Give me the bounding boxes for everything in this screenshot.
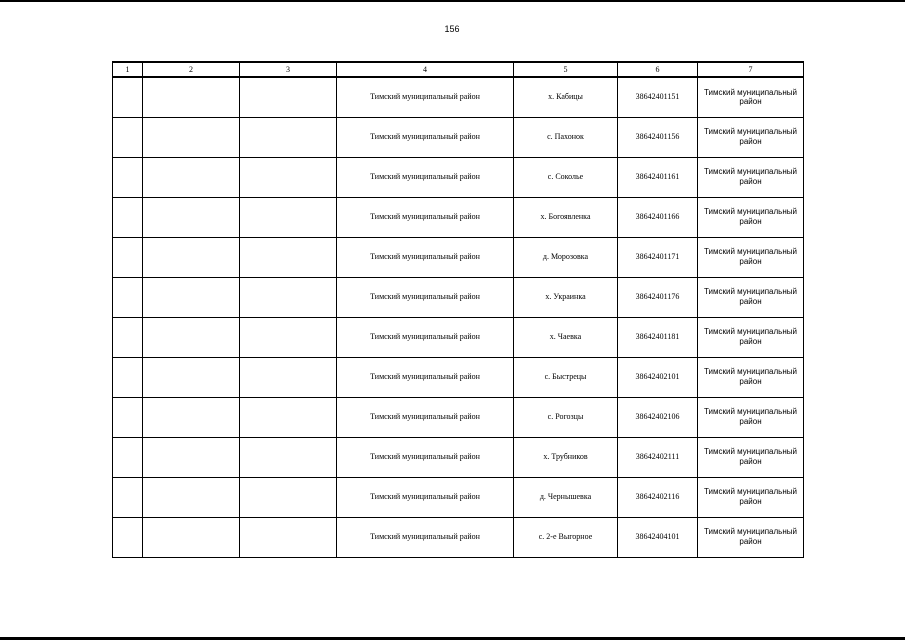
municipality-cell: Тимский муниципальный район (698, 157, 804, 197)
top-border-line (0, 0, 905, 2)
district-cell: Тимский муниципальный район (337, 237, 514, 277)
table-row (113, 237, 804, 277)
district-cell: Тимский муниципальный район (337, 77, 514, 117)
municipality-cell: Тимский муниципальный район (698, 117, 804, 157)
col-2-cell (143, 517, 240, 557)
table-row (113, 157, 804, 197)
district-cell: Тимский муниципальный район (337, 397, 514, 437)
table-row (113, 437, 804, 477)
col-1-cell (113, 517, 143, 557)
col-1-cell (113, 477, 143, 517)
col-3-cell (240, 437, 337, 477)
oktmo-code-cell: 38642401151 (618, 77, 698, 117)
table-row (113, 197, 804, 237)
column-header-6: 6 (618, 62, 698, 77)
settlement-cell: с. Рогозцы (514, 397, 618, 437)
settlement-cell: с. Соколье (514, 157, 618, 197)
oktmo-code-cell: 38642401181 (618, 317, 698, 357)
oktmo-code-cell: 38642401156 (618, 117, 698, 157)
col-1-cell (113, 237, 143, 277)
district-cell: Тимский муниципальный район (337, 157, 514, 197)
table-row (113, 117, 804, 157)
col-2-cell (143, 477, 240, 517)
col-1-cell (113, 317, 143, 357)
table-header-row (113, 62, 804, 77)
settlement-cell: с. Быстрецы (514, 357, 618, 397)
page-number: 156 (444, 24, 460, 34)
col-1-cell (113, 77, 143, 117)
district-cell: Тимский муниципальный район (337, 437, 514, 477)
col-1-cell (113, 357, 143, 397)
district-cell: Тимский муниципальный район (337, 517, 514, 557)
municipality-cell: Тимский муниципальный район (698, 237, 804, 277)
col-3-cell (240, 317, 337, 357)
col-3-cell (240, 517, 337, 557)
district-cell: Тимский муниципальный район (337, 197, 514, 237)
oktmo-code-cell: 38642401171 (618, 237, 698, 277)
col-3-cell (240, 197, 337, 237)
col-2-cell (143, 277, 240, 317)
col-1-cell (113, 117, 143, 157)
col-3-cell (240, 397, 337, 437)
municipality-cell: Тимский муниципальный район (698, 357, 804, 397)
col-1-cell (113, 437, 143, 477)
settlement-cell: х. Украинка (514, 277, 618, 317)
col-3-cell (240, 477, 337, 517)
municipality-cell: Тимский муниципальный район (698, 517, 804, 557)
col-2-cell (143, 317, 240, 357)
table-row (113, 477, 804, 517)
settlement-cell: х. Трубников (514, 437, 618, 477)
col-2-cell (143, 77, 240, 117)
oktmo-code-cell: 38642401176 (618, 277, 698, 317)
col-1-cell (113, 397, 143, 437)
col-2-cell (143, 357, 240, 397)
col-2-cell (143, 437, 240, 477)
district-cell: Тимский муниципальный район (337, 477, 514, 517)
col-3-cell (240, 357, 337, 397)
settlement-cell: д. Чернышевка (514, 477, 618, 517)
col-1-cell (113, 197, 143, 237)
col-2-cell (143, 117, 240, 157)
table-row (113, 77, 804, 117)
municipality-cell: Тимский муниципальный район (698, 317, 804, 357)
district-cell: Тимский муниципальный район (337, 357, 514, 397)
column-header-2: 2 (143, 62, 240, 77)
municipality-cell: Тимский муниципальный район (698, 277, 804, 317)
municipality-cell: Тимский муниципальный район (698, 197, 804, 237)
column-header-1: 1 (113, 62, 143, 77)
column-header-4: 4 (337, 62, 514, 77)
table-body (113, 77, 804, 557)
table-row (113, 517, 804, 557)
district-cell: Тимский муниципальный район (337, 317, 514, 357)
settlement-cell: д. Морозовка (514, 237, 618, 277)
col-3-cell (240, 277, 337, 317)
col-3-cell (240, 237, 337, 277)
oktmo-code-cell: 38642402111 (618, 437, 698, 477)
column-header-3: 3 (240, 62, 337, 77)
settlement-cell: х. Кабицы (514, 77, 618, 117)
oktmo-code-cell: 38642401161 (618, 157, 698, 197)
col-1-cell (113, 277, 143, 317)
settlement-cell: с. 2-е Выгорное (514, 517, 618, 557)
settlement-cell: х. Богоявленка (514, 197, 618, 237)
table-row (113, 357, 804, 397)
municipality-cell: Тимский муниципальный район (698, 397, 804, 437)
oktmo-code-cell: 38642402116 (618, 477, 698, 517)
col-1-cell (113, 157, 143, 197)
oktmo-code-cell: 38642402106 (618, 397, 698, 437)
settlement-cell: х. Чаевка (514, 317, 618, 357)
col-2-cell (143, 157, 240, 197)
table-row (113, 277, 804, 317)
col-2-cell (143, 197, 240, 237)
oktmo-code-cell: 38642402101 (618, 357, 698, 397)
column-header-7: 7 (698, 62, 804, 77)
table-row (113, 397, 804, 437)
oktmo-code-cell: 38642401166 (618, 197, 698, 237)
district-cell: Тимский муниципальный район (337, 117, 514, 157)
data-table (112, 61, 804, 558)
municipality-cell: Тимский муниципальный район (698, 77, 804, 117)
col-2-cell (143, 237, 240, 277)
col-2-cell (143, 397, 240, 437)
table-row (113, 317, 804, 357)
col-3-cell (240, 157, 337, 197)
municipality-cell: Тимский муниципальный район (698, 477, 804, 517)
district-cell: Тимский муниципальный район (337, 277, 514, 317)
col-3-cell (240, 77, 337, 117)
municipality-cell: Тимский муниципальный район (698, 437, 804, 477)
settlement-cell: с. Пахонок (514, 117, 618, 157)
column-header-5: 5 (514, 62, 618, 77)
col-3-cell (240, 117, 337, 157)
oktmo-code-cell: 38642404101 (618, 517, 698, 557)
